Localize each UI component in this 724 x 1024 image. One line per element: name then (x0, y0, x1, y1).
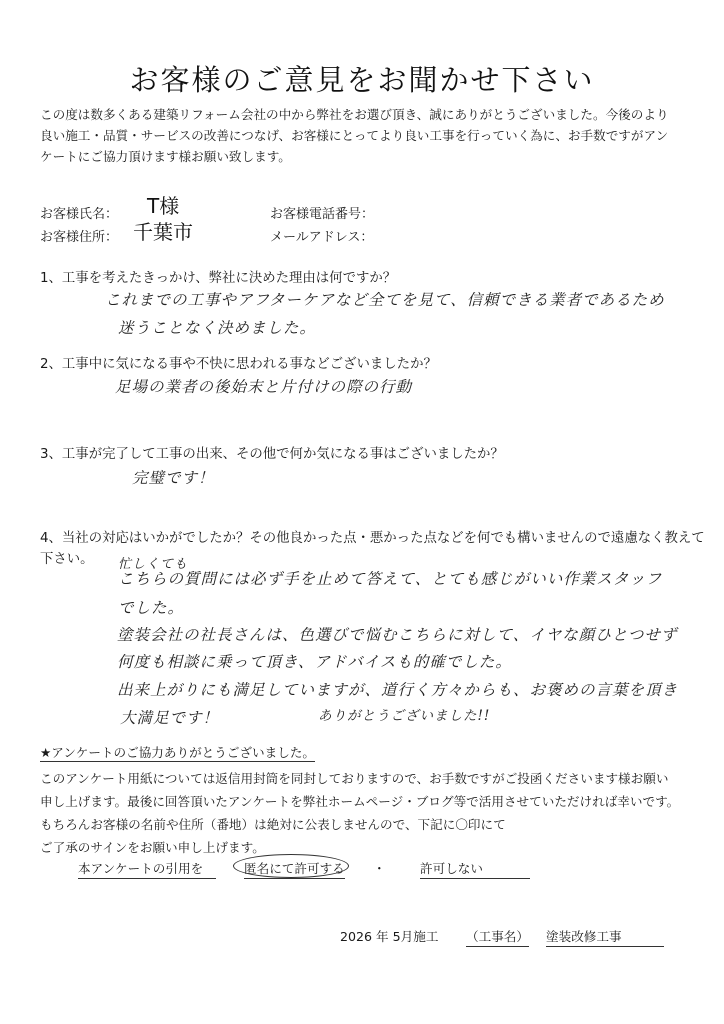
question-1: 1、工事を考えたきっかけ、弊社に決めた理由は何ですか？ (40, 271, 397, 286)
footer-line-4: ご了承のサインをお願い申し上げます。 (40, 840, 265, 855)
answer-4-line-7: 大満足です！ (120, 709, 220, 727)
answer-4-line-4: 塗装会社の社長さんは、色選びで悩むこちらに対して、イヤな顔ひとつせず (117, 626, 678, 644)
answer-4-line-5: 何度も相談に乗って頂き、アドバイスも的確でした。 (117, 653, 512, 671)
footer-line-3: もちろんお客様の名前や住所（番地）は絶対に公表しませんので、下記に〇印にて (40, 817, 506, 832)
consent-label: 本アンケートの引用を (78, 858, 216, 879)
customer-address-label: お客様住所： (40, 230, 119, 245)
answer-4-line-6: 出来上がりにも満足していますが、道行く方々からも、お褒めの言葉を頂き (117, 681, 679, 699)
page-title: お客様のご意見をお聞かせ下さい (129, 63, 595, 97)
intro-line-1: この度は数多くある建築リフォーム会社の中から弊社をお選び頂き、誠にありがとうございました。今後のより (40, 107, 669, 122)
customer-phone-label: お客様電話番号： (270, 207, 375, 222)
answer-4-line-8: ありがとうございました!! (318, 708, 491, 724)
work-name: 塗装改修工事 (546, 926, 664, 947)
answer-1-line-2: 迷うことなく決めました。 (118, 319, 317, 337)
customer-email-label: メールアドレス： (270, 230, 374, 245)
intro-line-3: ケートにご協力頂けます様お願い致します。 (40, 149, 291, 164)
answer-4-line-1: 忙しくても (118, 557, 189, 572)
answer-3-line-1: 完璧です！ (132, 469, 215, 487)
intro-line-2: 良い施工・品質・サービスの改善につなげ、お客様にとってより良い工事を行っていく為に、お手数ですがアン (40, 128, 669, 143)
customer-address-value: 千葉市 (133, 220, 193, 244)
footer-line-1: このアンケート用紙については返信用封筒を同封しておりますので、お手数ですがご投函くださいます様お願い (40, 771, 669, 786)
option-anonymous[interactable]: 匿名にて許可する (244, 858, 345, 879)
answer-4-line-2: こちらの質問には必ず手を止めて答えて、とても感じがいい作業スタッフ (118, 570, 663, 588)
customer-name-label: お客様氏名： (40, 207, 119, 222)
question-4-line-2: 下さい。 (40, 552, 94, 567)
option-deny[interactable]: 許可しない (420, 858, 530, 879)
question-4-line-1: 4、当社の対応はいかがでしたか？その他良かった点・悪かった点などを何でも構いませんので遠慮なく教えて (40, 531, 705, 546)
option-separator: ・ (373, 861, 386, 876)
work-label: （工事名） (466, 926, 529, 947)
answer-1-line-1: これまでの工事やアフターケアなど全てを見て、信頼できる業者であるため (105, 291, 665, 309)
footer-thanks-text: ★アンケートのご協力ありがとうございました。 (40, 745, 316, 760)
question-2: 2、工事中に気になる事や不快に思われる事などございましたか？ (40, 357, 437, 372)
answer-4-line-3: でした。 (118, 599, 185, 617)
footer-line-2: 申し上げます。最後に回答頂いたアンケートを弊社ホームページ・ブログ等で活用させていただければ幸いです。 (40, 794, 680, 809)
answer-2-line-1: 足場の業者の後始末と片付けの際の行動 (115, 378, 413, 396)
footer-thanks (40, 742, 315, 761)
customer-name-value: T様 (147, 194, 180, 218)
question-3: 3、工事が完了して工事の出来、その他で何か気になる事はございましたか？ (40, 447, 504, 462)
construction-date: 2026 年 5月施工 (340, 929, 439, 944)
